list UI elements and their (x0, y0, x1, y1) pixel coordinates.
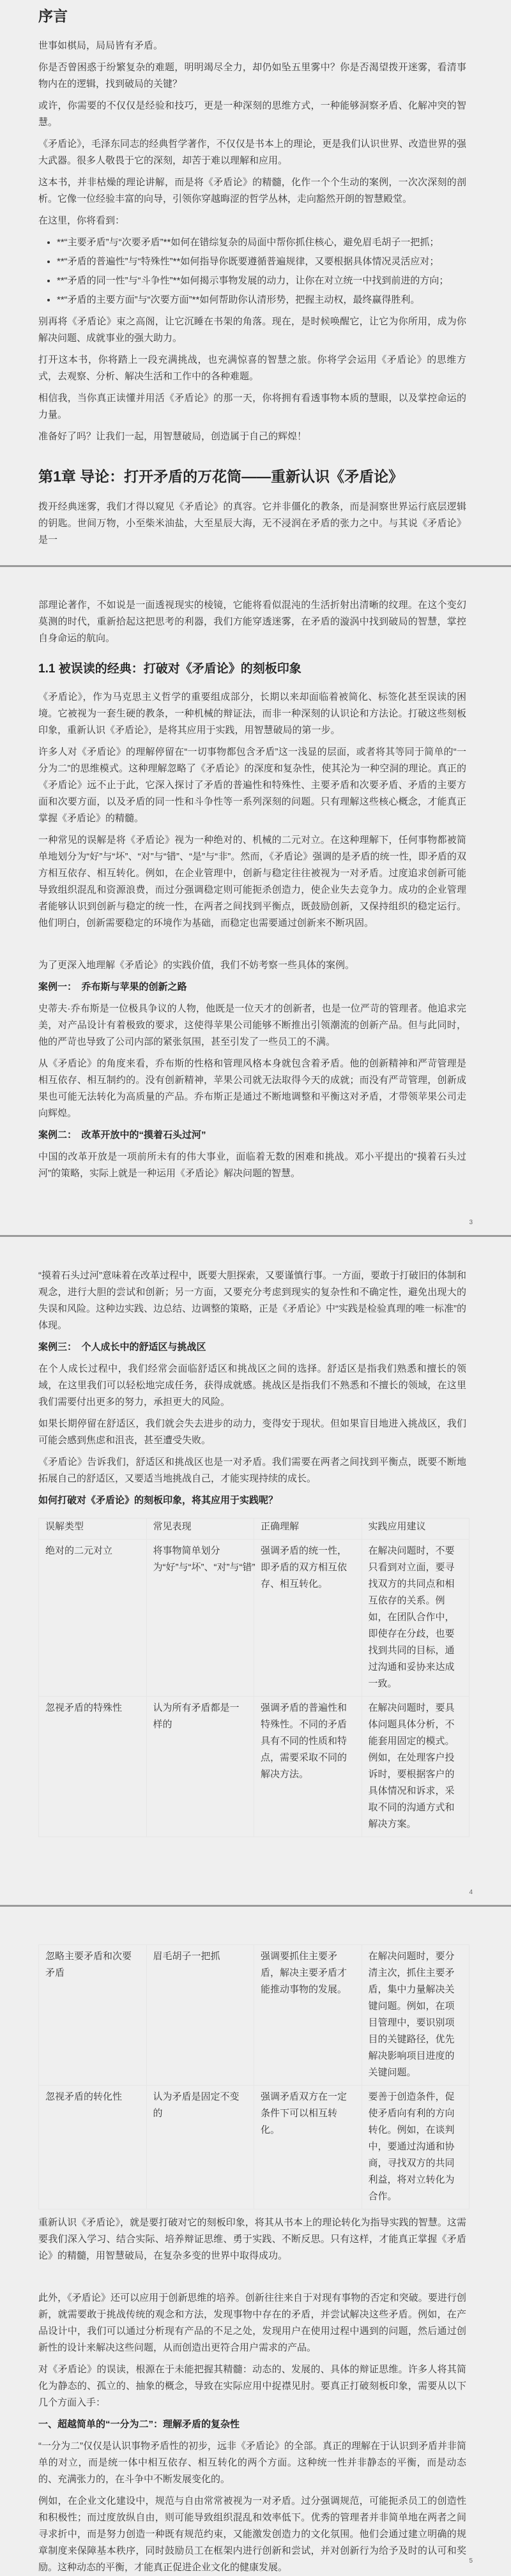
paragraph: 如果长期停留在舒适区，我们就会失去进步的动力，变得安于现状。但如果盲目地进入挑战区，我们可能会感到焦虑和沮丧，甚至遭受失败。 (38, 1418, 466, 1446)
table-cell: 眉毛胡子一把抓 (146, 1945, 254, 2086)
paragraph: 在这里，你将看到： (38, 215, 125, 226)
paragraph: 重新认识《矛盾论》，就是要打破对它的刻板印象，将其从书本上的理论转化为指导实践的智慧。这需要我们深入学习、结合实际、培养辩证思维、勇于实践、不断反思。只有这样，才能真正掌握《矛盾论》的精髓，用智慧破局，在复杂多变的世界中取得成功。 (38, 2217, 466, 2261)
paragraph: 打开这本书，你将踏上一段充满挑战，也充满惊喜的智慧之旅。你将学会运用《矛盾论》的思维方式，去观察、分析、解决生活和工作中的各种难题。 (38, 354, 466, 382)
paragraph: “一分为二”仅仅是认识事物矛盾性的初步，远非《矛盾论》的全部。真正的理解在于认识到矛盾并非简单的对立，而是统一体中相互依存、相互转化的两个方面。这种统一性并非静态的平衡，而是动态的、充满张力的，在斗争中不断发展变化的。 (38, 2441, 466, 2485)
paragraph: 在个人成长过程中，我们经常会面临舒适区和挑战区之间的选择。舒适区是指我们熟悉和擅长的领域，在这里我们可以轻松地完成任务，获得成就感。挑战区是指我们不熟悉和不擅长的领域，在这里我们需要付出更多的努力，承担更大的风险。 (38, 1363, 466, 1407)
list-item: • **“主要矛盾”与“次要矛盾”**如何在错综复杂的局面中帮你抓住核心，避免眉毛胡子一把抓； (57, 234, 466, 251)
page (0, 0, 511, 565)
paragraph: 相信我，当你真正读懂并用活《矛盾论》的那一天，你将拥有看透事物本质的慧眼，以及掌控命运的力量。 (38, 393, 466, 420)
table-cell: 要善于创造条件，促使矛盾向有利的方向转化。例如，在谈判中，要通过沟通和协商，寻找双方的共同利益，将对立转化为合作。 (362, 2086, 469, 2209)
paragraph: 例如，在企业文化建设中，规范与自由常常被视为一对矛盾。过分强调规范，可能扼杀员工的创造性和积极性；而过度放纵自由，则可能导致组织混乱和效率低下。优秀的管理者并非简单地在两者之间寻求折中，而是努力创造一种既有规范约束，又能激发创造力的文化氛围。他们会通过建立明确的规章制度来保障基本秩序，同时鼓励员工在框架内进行创新和尝试，并对创新行为给予及时的认可和奖励。这种动态的平衡，才能真正促进企业文化的健康发展。 (38, 2496, 466, 2573)
paragraph: 你是否曾困惑于纷繁复杂的难题，明明竭尽全力，却仍如坠五里雾中？你是否渴望拨开迷雾，看清事物内在的逻辑，找到破局的关键？ (38, 62, 466, 89)
column-header: 正确理解 (254, 1519, 362, 1540)
bold-subheading: 如何打破对《矛盾论》的刻板印象，将其应用于实践呢？ (38, 1495, 278, 1506)
table-cell: 在解决问题时，要分清主次，抓住主要矛盾，集中力量解决关键问题。例如，在项目管理中，要识别项目的关键路径，优先解决影响项目进度的关键问题。 (362, 1945, 469, 2086)
table-cell: 强调矛盾的统一性，即矛盾的双方相互依存、相互转化。 (254, 1540, 362, 1697)
paragraph: 《矛盾论》，作为马克思主义哲学的重要组成部分，长期以来却面临着被简化、标签化甚至误读的困境。它被视为一套生硬的教条，一种机械的辩证法，而非一种深刻的认识论和方法论。打破这些刻板印象，重新认识《矛盾论》，是将其应用于实践，用智慧破局的第一步。 (38, 692, 466, 736)
page-number: 4 (469, 1889, 473, 1896)
paragraph: 《矛盾论》，毛泽东同志的经典哲学著作，不仅仅是书本上的理论，更是我们认识世界、改造世界的强大武器。很多人敬畏于它的深刻，却苦于难以理解和应用。 (38, 139, 466, 166)
table-cell: 强调矛盾双方在一定条件下可以相互转化。 (254, 2086, 362, 2209)
table-row (39, 1697, 469, 1837)
paragraph: 对《矛盾论》的误读，根源在于未能把握其精髓：动态的、发展的、具体的辩证思维。许多人将其简化为静态的、孤立的、抽象的概念，导致在实际应用中捉襟见肘。要真正打破刻板印象，需要从以下几个方面入手： (38, 2364, 466, 2408)
table-cell: 绝对的二元对立 (39, 1540, 147, 1697)
paragraph: 准备好了吗？让我们一起，用智慧破局，创造属于自己的辉煌！ (38, 431, 307, 442)
list-item: • **“矛盾的同一性”与“斗争性”**如何揭示事物发展的动力，让你在对立统一中找到前进的方向； (57, 273, 466, 289)
page-number: 5 (469, 2557, 473, 2565)
table-cell: 认为所有矛盾都是一样的 (146, 1697, 254, 1837)
bold-subheading: 案例二： 改革开放中的“摸着石头过河” (38, 1130, 206, 1140)
page (0, 567, 511, 1235)
table-cell: 忽视矛盾的转化性 (39, 2086, 147, 2209)
misreading-table (38, 1944, 469, 2209)
misreading-table (38, 1518, 469, 1837)
paragraph: 或许，你需要的不仅仅是经验和技巧，更是一种深刻的思维方式，一种能够洞察矛盾、化解冲突的智慧。 (38, 100, 466, 128)
page-number: 3 (469, 1219, 473, 1226)
paragraph: 世事如棋局，局局皆有矛盾。 (38, 40, 164, 51)
paragraph: 许多人对《矛盾论》的理解停留在“一切事物都包含矛盾”这一浅显的层面，或者将其等同于简单的“一分为二”的思维模式。这种理解忽略了《矛盾论》的深度和复杂性，使其沦为一种空洞的理论。真正的《矛盾论》远不止于此，它深入探讨了矛盾的普遍性和特殊性、主要矛盾和次要矛盾、矛盾的主要方面和次要方面，以及矛盾的同一性和斗争性等一系列深刻的问题。只有理解这些核心概念，才能真正掌握《矛盾论》的精髓。 (38, 746, 466, 824)
paragraph: 《矛盾论》告诉我们，舒适区和挑战区也是一对矛盾。我们需要在两者之间找到平衡点，既要不断地拓展自己的舒适区，又要适当地挑战自己，才能实现持续的成长。 (38, 1457, 466, 1484)
paragraph: 为了更深入地理解《矛盾论》的实践价值，我们不妨考察一些具体的案例。 (38, 960, 355, 971)
list-item: • **“矛盾的普遍性”与“特殊性”**如何指导你既要遵循普遍规律，又要根据具体情况灵活应对； (57, 254, 466, 270)
paragraph: 这本书，并非枯燥的理论讲解，而是将《矛盾论》的精髓，化作一个个生动的案例，一次次深刻的剖析。它像一位经验丰富的向导，引领你穿越晦涩的哲学丛林，走向豁然开朗的智慧殿堂。 (38, 177, 466, 204)
column-header: 实践应用建议 (362, 1519, 469, 1540)
page (0, 1907, 511, 2573)
table-cell: 在解决问题时，要具体问题具体分析，不能套用固定的模式。例如，在处理客户投诉时，要根据客户的具体情况和诉求，采取不同的沟通方式和解决方案。 (362, 1697, 469, 1837)
table-row (39, 2086, 469, 2209)
preface-title: 序言 (38, 8, 68, 24)
paragraph: 拨开经典迷雾，我们才得以窥见《矛盾论》的真容。它并非僵化的教条，而是洞察世界运行底层逻辑的钥匙。世间万物，小至柴米油盐，大至星辰大海，无不浸润在矛盾的张力之中。与其说《矛盾论》是一 (38, 501, 466, 545)
table-cell: 认为矛盾是固定不变的 (146, 2086, 254, 2209)
paragraph: 中国的改革开放是一项前所未有的伟大事业，面临着无数的困难和挑战。邓小平提出的“摸着石头过河”的策略，实际上就是一种运用《矛盾论》解决问题的智慧。 (38, 1151, 466, 1179)
table-cell: 忽视矛盾的特殊性 (39, 1697, 147, 1837)
table-cell: 将事物简单划分为“好”与“坏”、“对”与“错” (146, 1540, 254, 1697)
paragraph: “摸着石头过河”意味着在改革过程中，既要大胆探索，又要谨慎行事。一方面，要敢于打破旧的体制和观念，进行大胆的尝试和创新；另一方面，又要充分考虑到现实的复杂性和不确定性，避免出现大的失误和风险。这种边实践、边总结、边调整的策略，正是《矛盾论》中“实践是检验真理的唯一标准”的体现。 (38, 1270, 466, 1331)
column-header: 常见表现 (146, 1519, 254, 1540)
table-row (39, 1540, 469, 1697)
paragraph: 别再将《矛盾论》束之高阁，让它沉睡在书架的角落。现在，是时候唤醒它，让它为你所用，成为你解决问题、成就事业的强大助力。 (38, 316, 466, 344)
paragraph: 此外，《矛盾论》还可以应用于创新思维的培养。创新往往来自于对现有事物的否定和突破。要进行创新，就需要敢于挑战传统的观念和方法，发现事物中存在的矛盾，并尝试解决这些矛盾。例如，在产品设计中，我们可以通过分析现有产品的不足之处，发现用户在使用过程中遇到的问题，然后通过创新性的设计来解决这些问题，从而创造出更符合用户需求的产品。 (38, 2292, 466, 2353)
table-cell: 强调要抓住主要矛盾，解决主要矛盾才能推动事物的发展。 (254, 1945, 362, 2086)
bullet-list (38, 234, 466, 308)
paragraph: 部理论著作，不如说是一面透视现实的棱镜，它能将看似混沌的生活折射出清晰的纹理。在这个变幻莫测的时代，重新拾起这把思考的利器，我们方能穿透迷雾，在矛盾的漩涡中找到破局的智慧，掌控自身命运的航向。 (38, 600, 466, 644)
chapter-title: 第1章 导论：打开矛盾的万花筒——重新认识《矛盾论》 (38, 468, 404, 485)
column-header: 误解类型 (39, 1519, 147, 1540)
table-cell: 忽略主要矛盾和次要矛盾 (39, 1945, 147, 2086)
table-header-row (39, 1519, 469, 1540)
table-cell: 强调矛盾的普遍性和特殊性。不同的矛盾具有不同的性质和特点，需要采取不同的解决方法。 (254, 1697, 362, 1837)
bold-subheading: 一、超越简单的“一分为二”：理解矛盾的复杂性 (38, 2419, 240, 2430)
page (0, 1237, 511, 1905)
bold-subheading: 案例三： 个人成长中的舒适区与挑战区 (38, 1342, 206, 1352)
paragraph: 一种常见的误解是将《矛盾论》视为一种绝对的、机械的二元对立。在这种理解下，任何事物都被简单地划分为“好”与“坏”、“对”与“错”、“是”与“非”。然而，《矛盾论》强调的是矛盾的统一性，即矛盾的双方相互依存、相互转化。例如，在企业管理中，创新与稳定往往被视为一对矛盾。过度追求创新可能导致组织混乱和资源浪费，而过分强调稳定则可能扼杀创造力，使企业失去竞争力。成功的企业管理者能够认识到创新与稳定的统一性，在两者之间找到平衡点，既鼓励创新，又保持组织的稳定运行。他们明白，创新需要稳定的环境作为基础，而稳定也需要通过创新来不断巩固。 (38, 835, 466, 928)
paragraph: 从《矛盾论》的角度来看，乔布斯的性格和管理风格本身就包含着矛盾。他的创新精神和严苛管理是相互依存、相互制约的。没有创新精神，苹果公司就无法取得今天的成就；而没有严苛管理，创新成果也可能无法转化为高质量的产品。乔布斯正是通过不断地调整和平衡这对矛盾，才带领苹果公司走向辉煌。 (38, 1058, 466, 1119)
table-row (39, 1945, 469, 2086)
list-item: • **“矛盾的主要方面”与“次要方面”**如何帮助你认清形势，把握主动权，最终赢得胜利。 (57, 292, 466, 308)
bold-subheading: 案例一： 乔布斯与苹果的创新之路 (38, 981, 187, 992)
paragraph: 史蒂夫·乔布斯是一位极具争议的人物，他既是一位天才的创新者，也是一位严苛的管理者。他追求完美，对产品设计有着极致的要求，这使得苹果公司能够不断推出引领潮流的创新产品。但与此同时，他的严苛也导致了公司内部的紧张氛围，甚至引发了一些员工的不满。 (38, 1003, 466, 1047)
section-heading: 1.1 被误读的经典：打破对《矛盾论》的刻板印象 (38, 662, 301, 676)
table-cell: 在解决问题时，不要只看到对立面，要寻找双方的共同点和相互依存的关系。例如，在团队合作中，即使存在分歧，也要找到共同的目标，通过沟通和妥协来达成一致。 (362, 1540, 469, 1697)
